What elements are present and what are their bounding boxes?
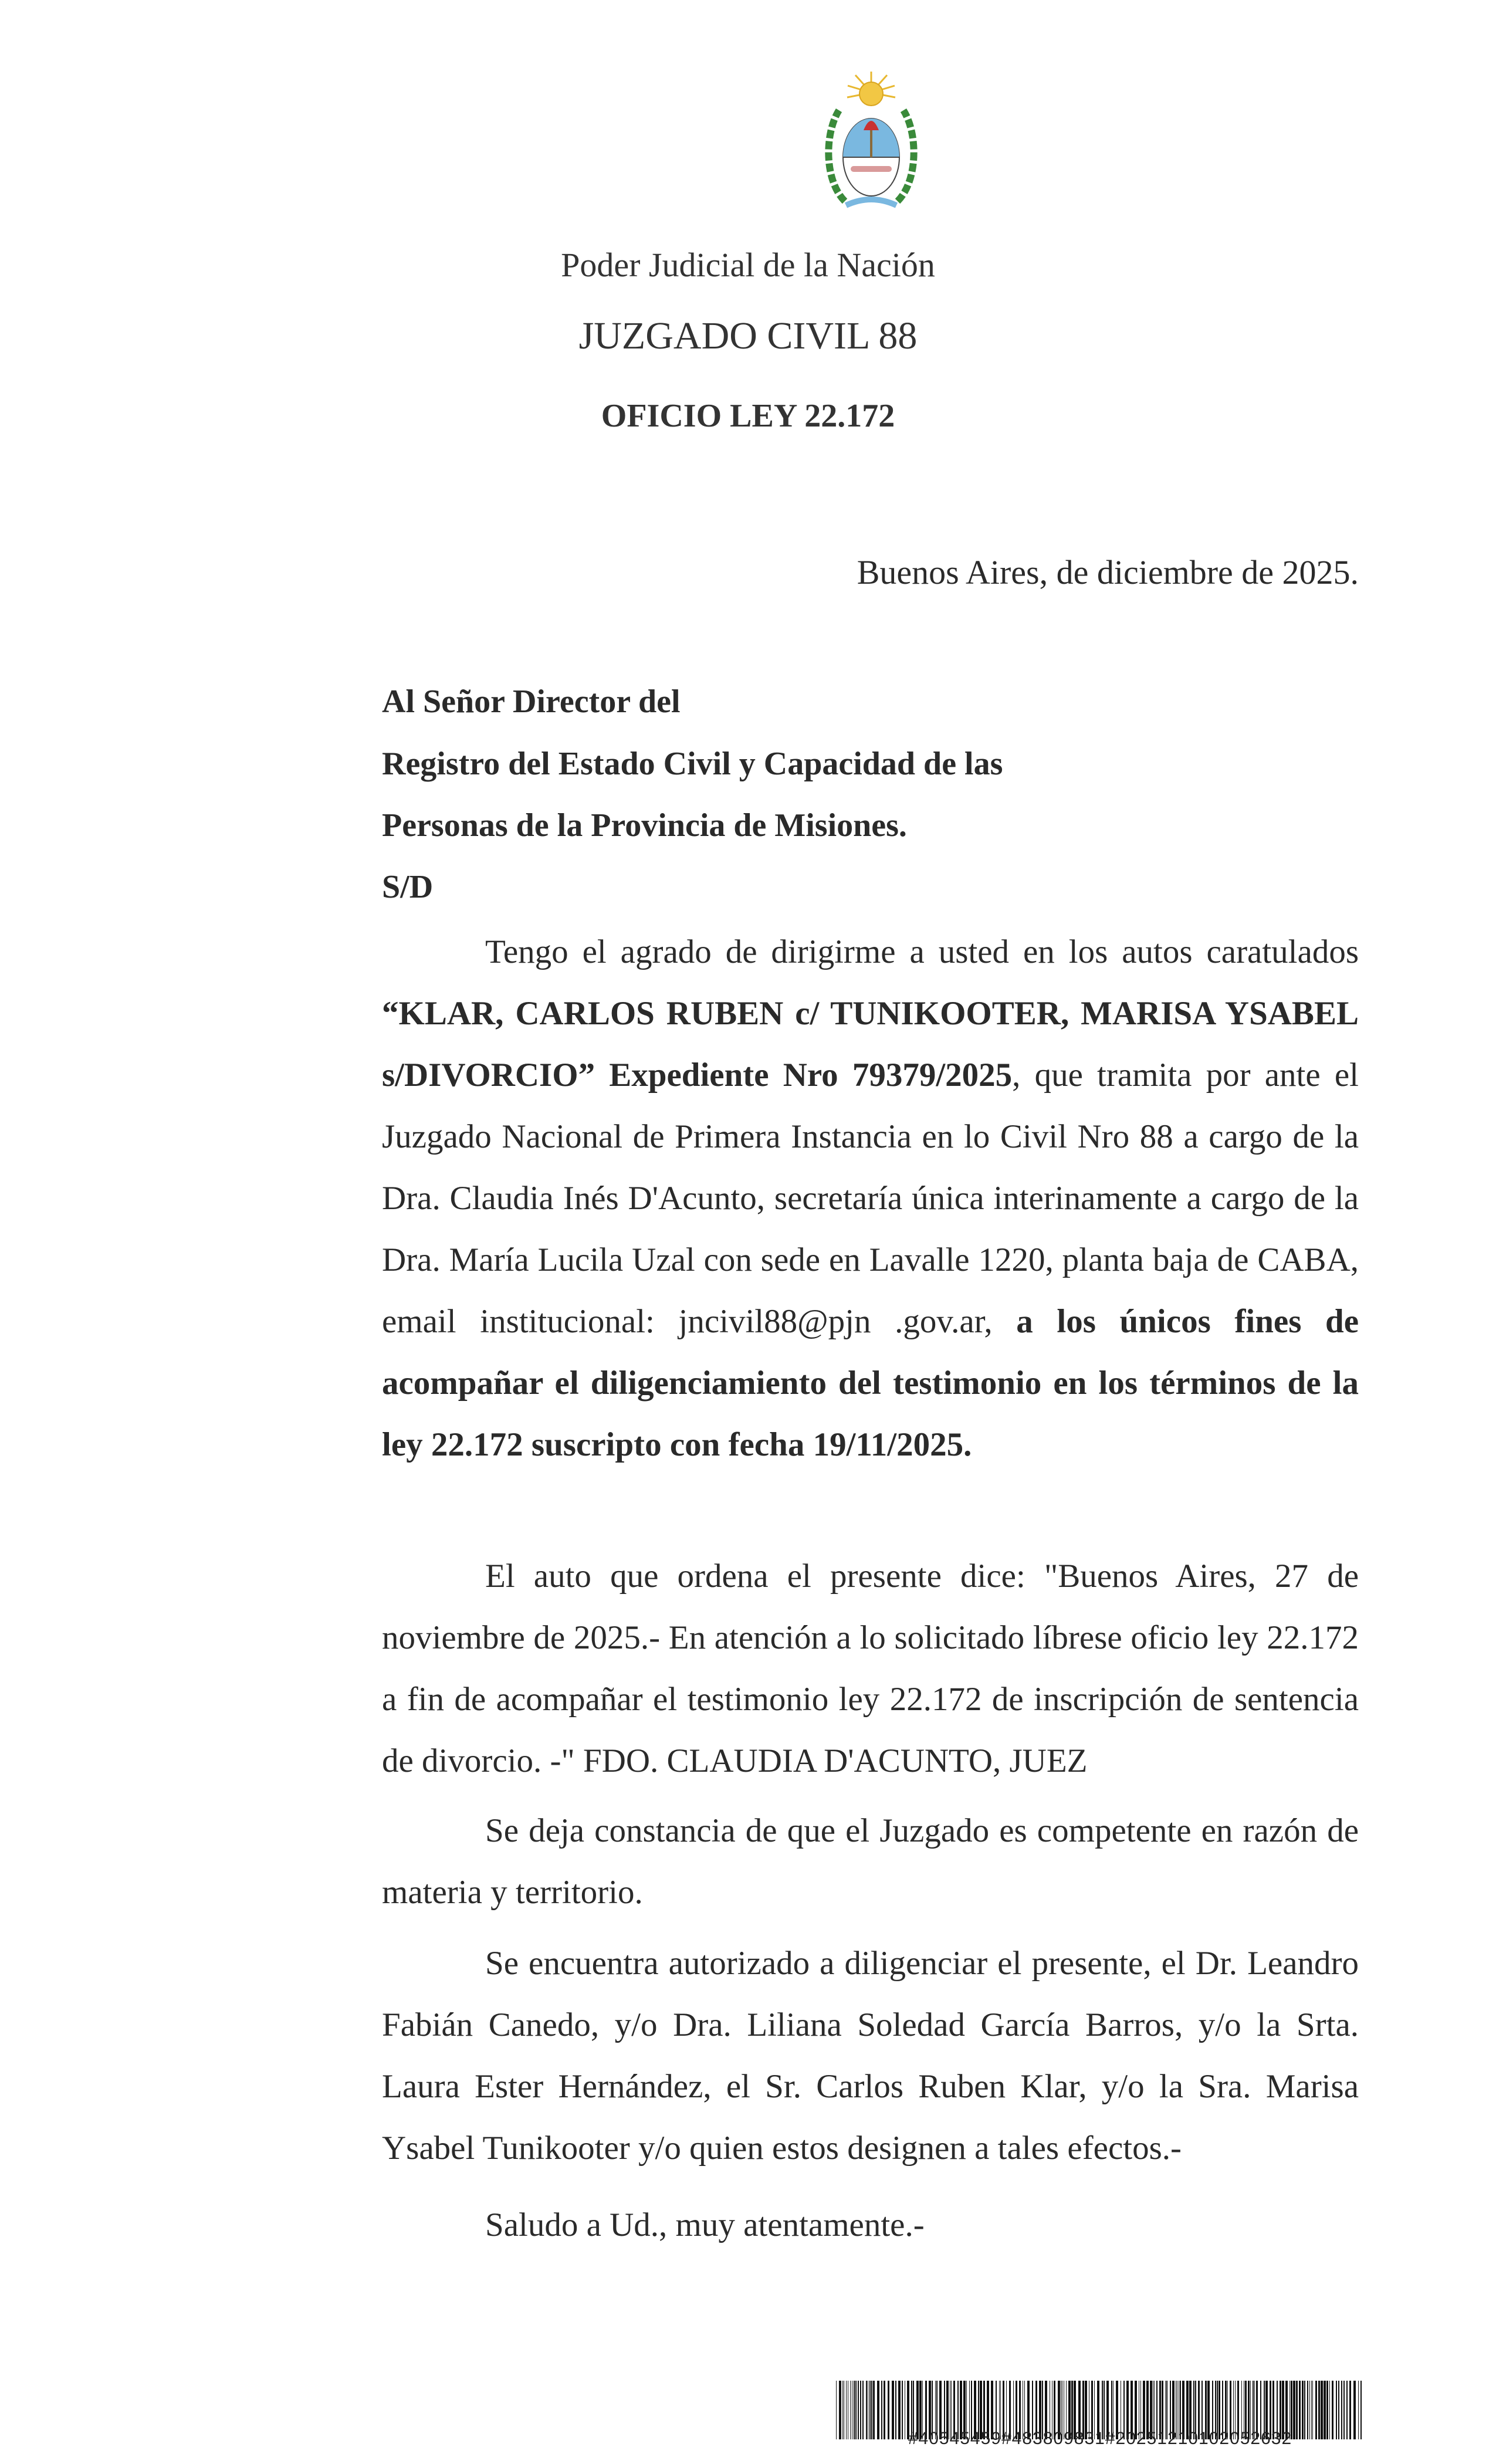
addressee-line-1: Al Señor Director del xyxy=(382,683,681,720)
institution-name: Poder Judicial de la Nación xyxy=(561,246,935,284)
barcode-text: #40545459#483809831#20251210102052632 xyxy=(908,2429,1292,2448)
date-line: Buenos Aires, de diciembre de 2025. xyxy=(857,553,1359,591)
closing-greeting: Saludo a Ud., muy atentamente.- xyxy=(485,2206,925,2243)
paragraph-competence: Se deja constancia de que el Juzgado es competente en razón de materia y territorio. xyxy=(382,1812,1359,1911)
addressee-line-4: S/D xyxy=(382,869,434,905)
paragraph-court-order: El auto que ordena el presente dice: "Buenos Aires, 27 de noviembre de 2025.- En atención a lo solicitado líbrese oficio ley 22.172 a fin de acompañar el testimonio ley 22.172 de inscripción de sentencia de divorcio. -" FDO. CLAUDIA D'ACUNTO, JUEZ xyxy=(382,1558,1359,1779)
case-title: “KLAR, CARLOS RUBEN c/ TUNIKOOTER, MARISA YSABEL s/DIVORCIO” Expediente Nro 79379/2025 xyxy=(382,995,1359,1094)
purpose-text: a los únicos fines de acompañar el diligenciamiento del testimonio en los términos de la ley 22.172 suscripto con fecha 19/11/2025. xyxy=(382,1303,1359,1463)
intro-text: Tengo el agrado de dirigirme a usted en los autos caratulados xyxy=(485,933,1359,970)
national-coat-of-arms-icon xyxy=(821,69,921,216)
paragraph-case-intro xyxy=(382,921,1359,1475)
document-type: OFICIO LEY 22.172 xyxy=(601,398,895,434)
addressee-line-2: Registro del Estado Civil y Capacidad de las xyxy=(382,746,1003,782)
court-name: JUZGADO CIVIL 88 xyxy=(578,314,918,357)
paragraph-authorized-persons: Se encuentra autorizado a diligenciar el presente, el Dr. Leandro Fabián Canedo, y/o Dra. Liliana Soledad García Barros, y/o la Srta. Laura Ester Hernández, el Sr. Carlos Ruben Klar, y/o la Sra. Marisa Ysabel Tunikooter y/o quien estos designen a tales efectos.- xyxy=(382,1945,1359,2167)
addressee-line-3: Personas de la Provincia de Misiones. xyxy=(382,807,907,844)
case-details: , que tramita por ante el Juzgado Nacional de Primera Instancia en lo Civil Nro 88 a cargo de la Dra. Claudia Inés D'Acunto, secretaría única interinamente a cargo de la Dra. María Lucila Uzal con sede en Lavalle 1220, planta baja de CABA, email institucional: jncivil88@pjn .gov.ar, xyxy=(382,1057,1359,1340)
